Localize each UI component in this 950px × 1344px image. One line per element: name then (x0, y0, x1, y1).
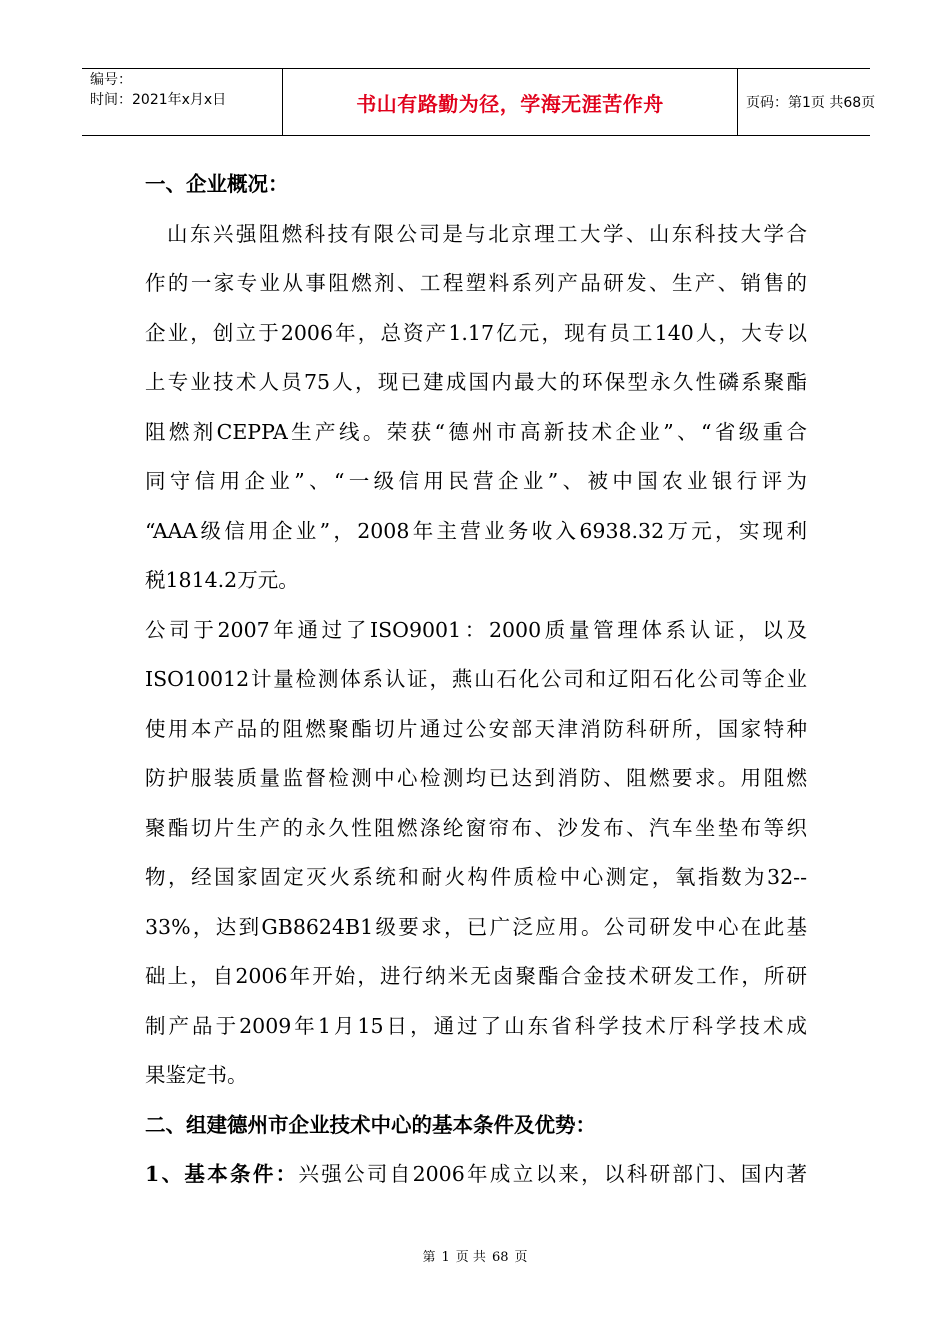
paragraph-line: 防护服装质量监督检测中心检测均已达到消防、阻燃要求。用阻燃 (145, 766, 807, 790)
paragraph-line: 础上，自2006年开始，进行纳米无卤聚酯合金技术研发工作，所研 (145, 964, 807, 988)
paragraph-line: 公司于2007年通过了ISO9001：2000质量管理体系认证，以及 (145, 617, 807, 642)
page-footer (0, 1246, 950, 1265)
paragraph-line: 上专业技术人员75人，现已建成国内最大的环保型永久性磷系聚酯 (145, 370, 807, 394)
paragraph-line: 税1814.2万元。 (145, 568, 299, 592)
paragraph-line: 物，经国家固定灭火系统和耐火构件质检中心测定，氧指数为32-- (145, 865, 807, 889)
footer-total-pages: 68 (491, 1250, 509, 1265)
paragraph-line: “AAA级信用企业”，2008年主营业务收入6938.32万元，实现利 (145, 518, 807, 543)
section-heading-2: 二、组建德州市企业技术中心的基本条件及优势： (145, 1112, 596, 1137)
paragraph-line: 企业，创立于2006年，总资产1.17亿元，现有员工140人，大专以 (145, 320, 807, 345)
time-label: 时间：2021年x月x日 (90, 92, 227, 108)
paragraph-line: 聚酯切片生产的永久性阻燃涤纶窗帘布、沙发布、汽车坐垫布等织 (145, 815, 807, 840)
header-page-info: 页码：第1页 共68页 (746, 95, 876, 111)
paragraph-line: ISO10012计量检测体系认证，燕山石化公司和辽阳石化公司等企业 (145, 667, 807, 691)
footer-page-number: 1 (441, 1250, 450, 1265)
footer-suffix: 页 (514, 1250, 528, 1265)
document-header-table (82, 68, 876, 136)
paragraph-line: 同守信用企业”、“一级信用民营企业”、被中国农业银行评为 (145, 469, 807, 493)
subheading-basic-conditions: 1、基本条件： (145, 1162, 299, 1186)
paragraph-line (145, 1150, 807, 1200)
paragraph-line: 果鉴定书。 (145, 1063, 248, 1087)
number-label: 编号： (90, 72, 132, 88)
paragraph-text: 兴强公司自2006年成立以来，以科研部门、国内著 (298, 1162, 807, 1186)
footer-prefix: 第 (422, 1250, 436, 1265)
paragraph-line: 制产品于2009年1月15日，通过了山东省科学技术厅科学技术成 (145, 1013, 807, 1038)
paragraph-line: 使用本产品的阻燃聚酯切片通过公安部天津消防科研所，国家特种 (145, 716, 807, 741)
paragraph-line: 作的一家专业从事阻燃剂、工程塑料系列产品研发、生产、销售的 (145, 271, 807, 295)
paragraph-line: 阻燃剂CEPPA生产线。荣获“德州市高新技术企业”、“省级重合 (145, 419, 807, 444)
section-heading-1: 一、企业概况： (145, 172, 289, 196)
paragraph-line: 山东兴强阻燃科技有限公司是与北京理工大学、山东科技大学合 (167, 221, 807, 246)
header-right-cell (738, 69, 876, 135)
header-left-cell (82, 69, 282, 135)
paragraph-line: 33%，达到GB8624B1级要求，已广泛应用。公司研发中心在此基 (145, 914, 807, 939)
header-motto: 书山有路勤为径，学海无涯苦作舟 (356, 91, 664, 116)
document-body (145, 160, 807, 1200)
footer-mid: 页 共 (455, 1250, 486, 1265)
header-center-cell (282, 69, 738, 135)
